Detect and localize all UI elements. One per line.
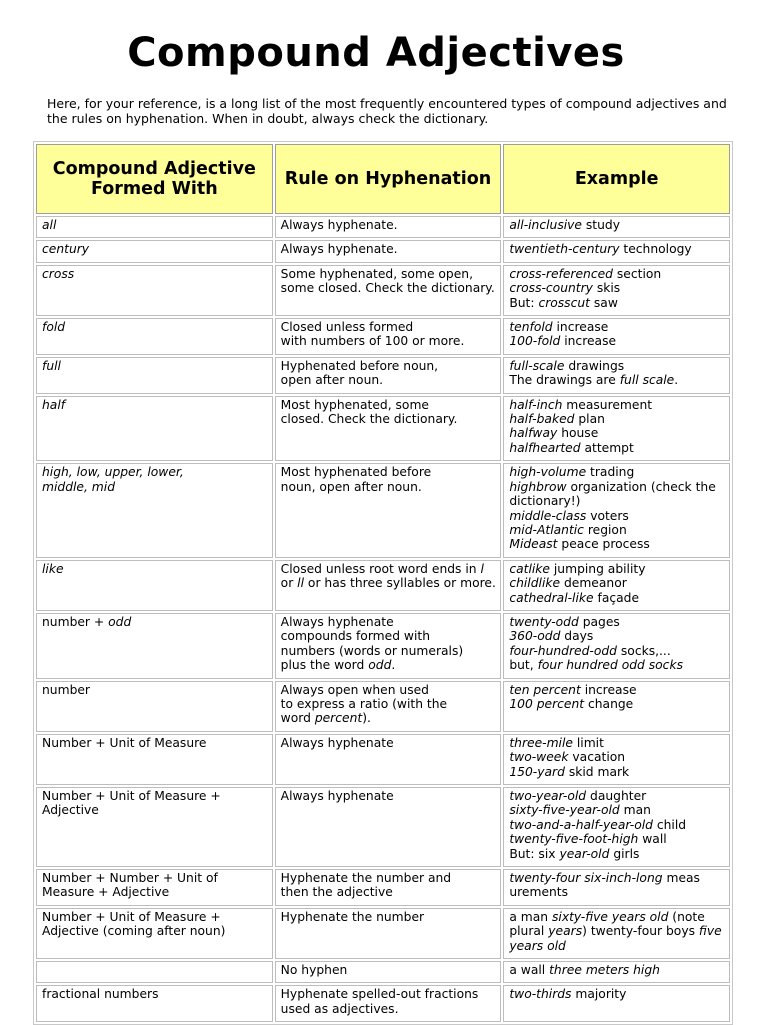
cell-example: high-volume trading highbrow organization (check the dictionary!) middle-class voters mid-Atlantic region Mideast peace process bbox=[503, 463, 730, 557]
cell-rule: Always hyphenate bbox=[275, 787, 502, 867]
cell-formed-with: fold bbox=[36, 318, 273, 355]
cell-rule: Always hyphenate bbox=[275, 734, 502, 785]
cell-rule: Always hyphenate. bbox=[275, 216, 502, 238]
cell-example: twenty-odd pages 360-odd days four-hundred-odd socks,... but, four hundred odd socks bbox=[503, 613, 730, 679]
page-title: Compound Adjectives bbox=[127, 30, 625, 76]
cell-formed-with: Number + Unit of Measure bbox=[36, 734, 273, 785]
cell-example: full-scale drawings The drawings are full scale. bbox=[503, 357, 730, 394]
table-row bbox=[36, 734, 730, 785]
cell-rule: Always open when used to express a ratio (with the word percent). bbox=[275, 681, 502, 732]
cell-formed-with: number bbox=[36, 681, 273, 732]
cell-rule: No hyphen bbox=[275, 961, 502, 983]
cell-formed-with: Number + Unit of Measure + Adjective (coming after noun) bbox=[36, 908, 273, 959]
cell-formed-with: century bbox=[36, 240, 273, 262]
table-row bbox=[36, 613, 730, 679]
cell-example: twentieth-century technology bbox=[503, 240, 730, 262]
cell-example: a wall three meters high bbox=[503, 961, 730, 983]
cell-rule: Hyphenated before noun, open after noun. bbox=[275, 357, 502, 394]
table-row bbox=[36, 318, 730, 355]
cell-example: all-inclusive study bbox=[503, 216, 730, 238]
table-body bbox=[36, 216, 730, 1022]
table-row bbox=[36, 985, 730, 1022]
cell-example: twenty-four six-inch-long meas urements bbox=[503, 869, 730, 906]
table-row bbox=[36, 216, 730, 238]
table-row bbox=[36, 869, 730, 906]
cell-formed-with bbox=[36, 961, 273, 983]
cell-rule: Always hyphenate. bbox=[275, 240, 502, 262]
table-row bbox=[36, 961, 730, 983]
table-row bbox=[36, 908, 730, 959]
cell-formed-with: Number + Number + Unit of Measure + Adjective bbox=[36, 869, 273, 906]
cell-formed-with: full bbox=[36, 357, 273, 394]
cell-formed-with: number + odd bbox=[36, 613, 273, 679]
cell-example: catlike jumping ability childlike demeanor cathedral-like façade bbox=[503, 560, 730, 611]
table-row bbox=[36, 396, 730, 462]
compound-adjectives-table bbox=[33, 141, 733, 1025]
table-row bbox=[36, 265, 730, 316]
cell-example: ten percent increase 100 percent change bbox=[503, 681, 730, 732]
cell-formed-with: half bbox=[36, 396, 273, 462]
cell-rule: Hyphenate the number and then the adjective bbox=[275, 869, 502, 906]
cell-formed-with: cross bbox=[36, 265, 273, 316]
table-row bbox=[36, 560, 730, 611]
cell-example: tenfold increase 100-fold increase bbox=[503, 318, 730, 355]
cell-rule: Most hyphenated, some closed. Check the dictionary. bbox=[275, 396, 502, 462]
cell-formed-with: fractional numbers bbox=[36, 985, 273, 1022]
cell-formed-with: high, low, upper, lower, middle, mid bbox=[36, 463, 273, 557]
header-rule: Rule on Hyphenation bbox=[275, 144, 502, 214]
cell-example: a man sixty-five years old (note plural years) twenty-four boys five years old bbox=[503, 908, 730, 959]
cell-rule: Most hyphenated before noun, open after noun. bbox=[275, 463, 502, 557]
cell-formed-with: like bbox=[36, 560, 273, 611]
cell-rule: Always hyphenate compounds formed with numbers (words or numerals) plus the word odd. bbox=[275, 613, 502, 679]
header-formed-with: Compound Adjective Formed With bbox=[36, 144, 273, 214]
cell-rule: Closed unless root word ends in l or ll or has three syllables or more. bbox=[275, 560, 502, 611]
table-row bbox=[36, 787, 730, 867]
cell-rule: Some hyphenated, some open, some closed. Check the dictionary. bbox=[275, 265, 502, 316]
table-row bbox=[36, 357, 730, 394]
cell-rule: Closed unless formed with numbers of 100 or more. bbox=[275, 318, 502, 355]
cell-example: three-mile limit two-week vacation 150-yard skid mark bbox=[503, 734, 730, 785]
cell-example: two-year-old daughter sixty-five-year-old man two-and-a-half-year-old child twenty-five-foot-high wall But: six year-old girls bbox=[503, 787, 730, 867]
cell-formed-with: Number + Unit of Measure + Adjective bbox=[36, 787, 273, 867]
table-row bbox=[36, 240, 730, 262]
cell-rule: Hyphenate spelled-out fractions used as adjectives. bbox=[275, 985, 502, 1022]
table-header-row bbox=[36, 144, 730, 214]
cell-example: two-thirds majority bbox=[503, 985, 730, 1022]
cell-formed-with: all bbox=[36, 216, 273, 238]
cell-example: half-inch measurement half-baked plan halfway house halfhearted attempt bbox=[503, 396, 730, 462]
intro-paragraph: Here, for your reference, is a long list of the most frequently encountered types of compound adjectives and the rules on hyphenation. When in doubt, always check the dictionary. bbox=[47, 96, 727, 126]
header-example: Example bbox=[503, 144, 730, 214]
cell-example: cross-referenced section cross-country skis But: crosscut saw bbox=[503, 265, 730, 316]
table-row bbox=[36, 681, 730, 732]
cell-rule: Hyphenate the number bbox=[275, 908, 502, 959]
table-row bbox=[36, 463, 730, 557]
